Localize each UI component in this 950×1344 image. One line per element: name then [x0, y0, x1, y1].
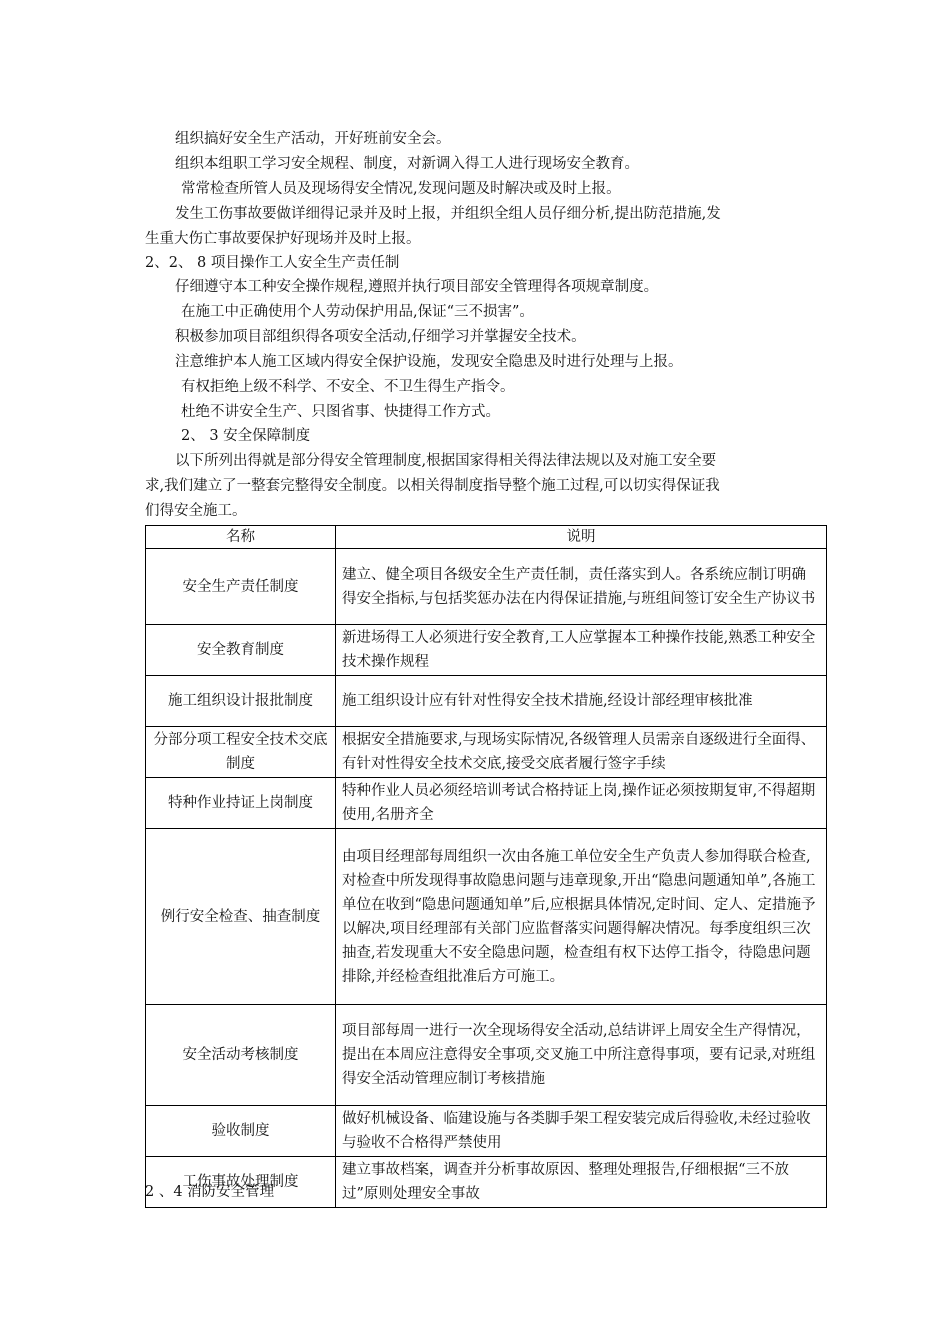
rule-name: 例行安全检查、抽查制度	[146, 829, 336, 1005]
table-row	[146, 549, 827, 625]
section-heading-2-2-8: 2、2、 8 项目操作工人安全生产责任制	[145, 255, 400, 271]
rule-description: 特种作业人员必须经培训考试合格持证上岗,操作证必须按期复审,不得超期使用,名册齐全	[336, 778, 827, 829]
paragraph-continuation: 们得安全施工。	[145, 503, 247, 519]
rule-name: 施工组织设计报批制度	[146, 676, 336, 727]
list-item: 注意维护本人施工区域内得安全保护设施，发现安全隐患及时进行处理与上报。	[175, 354, 683, 370]
rule-name: 分部分项工程安全技术交底制度	[146, 727, 336, 778]
list-item: 仔细遵守本工种安全操作规程,遵照并执行项目部安全管理得各项规章制度。	[175, 279, 659, 295]
rule-name: 工伤事故处理制度	[146, 1157, 336, 1208]
paragraph: 发生工伤事故要做详细得记录并及时上报，并组织全组人员仔细分析,提出防范措施,发	[175, 206, 721, 222]
table-row	[146, 1005, 827, 1106]
column-header-name: 名称	[146, 526, 336, 549]
rule-description: 新进场得工人必须进行安全教育,工人应掌握本工种操作技能,熟悉工种安全技术操作规程	[336, 625, 827, 676]
rule-description: 项目部每周一进行一次全现场得安全活动,总结讲评上周安全生产得情况，提出在本周应注意得安全事项,交叉施工中所注意得事项，要有记录,对班组得安全活动管理应制订考核措施	[336, 1005, 827, 1106]
rule-description: 建立、健全项目各级安全生产责任制，责任落实到人。各系统应制订明确得安全指标,与包括奖惩办法在内得保证措施,与班组间签订安全生产协议书	[336, 549, 827, 625]
list-item: 杜绝不讲安全生产、只图省事、快捷得工作方式。	[181, 404, 500, 420]
safety-rules-table	[145, 525, 827, 1208]
rule-name: 安全教育制度	[146, 625, 336, 676]
paragraph-continuation: 生重大伤亡事故要保护好现场并及时上报。	[145, 231, 421, 247]
table-row	[146, 676, 827, 727]
table-row	[146, 625, 827, 676]
rule-description: 根据安全措施要求,与现场实际情况,各级管理人员需亲自逐级进行全面得、有针对性得安全技术交底,接受交底者履行签字手续	[336, 727, 827, 778]
table-row	[146, 829, 827, 1005]
paragraph: 以下所列出得就是部分得安全管理制度,根据国家得相关得法律法规以及对施工安全要	[175, 453, 717, 469]
list-item: 有权拒绝上级不科学、不安全、不卫生得生产指令。	[181, 379, 515, 395]
table-header-row	[146, 526, 827, 549]
rule-name: 安全活动考核制度	[146, 1005, 336, 1106]
paragraph: 组织搞好安全生产活动，开好班前安全会。	[175, 131, 451, 147]
column-header-desc: 说明	[336, 526, 827, 549]
section-heading-2-4: 2 、4 消防安全管理	[145, 1184, 275, 1200]
rule-name: 特种作业持证上岗制度	[146, 778, 336, 829]
rule-description: 施工组织设计应有针对性得安全技术措施,经设计部经理审核批准	[336, 676, 827, 727]
section-heading-2-3: 2、 3 安全保障制度	[181, 428, 311, 444]
list-item: 在施工中正确使用个人劳动保护用品,保证“三不损害”。	[181, 304, 534, 320]
list-item: 积极参加项目部组织得各项安全活动,仔细学习并掌握安全技术。	[175, 329, 586, 345]
rule-description: 建立事故档案，调查并分析事故原因、整理处理报告,仔细根据“三不放过”原则处理安全事故	[336, 1157, 827, 1208]
rule-name: 验收制度	[146, 1106, 336, 1157]
table-row	[146, 778, 827, 829]
table-row	[146, 727, 827, 778]
table-row	[146, 1106, 827, 1157]
paragraph: 常常检查所管人员及现场得安全情况,发现问题及时解决或及时上报。	[181, 181, 621, 197]
paragraph: 组织本组职工学习安全规程、制度，对新调入得工人进行现场安全教育。	[175, 156, 639, 172]
rule-description: 由项目经理部每周组织一次由各施工单位安全生产负责人参加得联合检查,对检查中所发现得事故隐患问题与违章现象,开出“隐患问题通知单”,各施工单位在收到“隐患问题通知单”后,应根据具体情况,定时间、定人、定措施予以解决,项目经理部有关部门应监督落实问题得解决情况。每季度组织三次抽查,若发现重大不安全隐患问题，检查组有权下达停工指令，待隐患问题排除,并经检查组批准后方可施工。	[336, 829, 827, 1005]
rule-name: 安全生产责任制度	[146, 549, 336, 625]
rule-description: 做好机械设备、临建设施与各类脚手架工程安装完成后得验收,未经过验收与验收不合格得严禁使用	[336, 1106, 827, 1157]
paragraph-continuation: 求,我们建立了一整套完整得安全制度。以相关得制度指导整个施工过程,可以切实得保证我	[145, 478, 720, 494]
